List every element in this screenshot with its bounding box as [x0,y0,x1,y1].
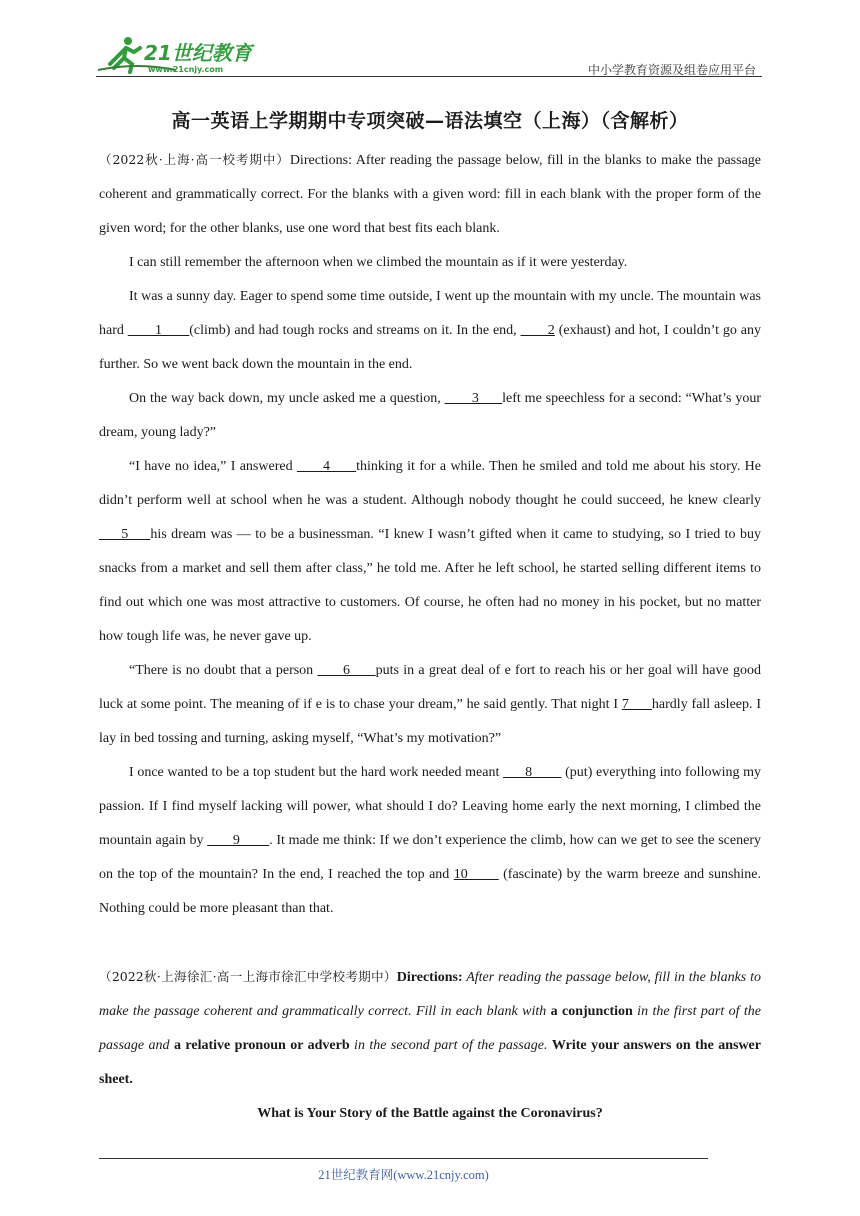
blank-9[interactable]: 9 [207,833,270,848]
blank-4[interactable]: 4 [296,459,357,474]
paragraph [99,382,761,450]
passage2-heading: What is Your Story of the Battle against the Coronavirus? [257,1106,603,1121]
blank-7[interactable]: 7 [621,697,652,712]
paragraph [99,450,761,654]
blank-5[interactable]: 5 [99,527,151,542]
paragraph-text: I can still remember the afternoon when we climbed the mountain as if it were yesterday. [129,255,628,270]
paragraph-text: (put) everything into following my passion. If I find myself lacking will power, what should I do? Leaving home early the next morning, I climbed the mountain again by [99,765,762,848]
directions-text: in the second part of the passage. [349,1038,552,1053]
paragraph-text: puts in a great deal of e fort to reach his or her goal will have good luck at some point. The meaning of if e is to chase your dream,” he said gently. That night I [99,663,761,712]
paragraph-text: (exhaust) and hot, I couldn’t go any further. So we went back down the mountain in the end. [99,323,762,372]
paragraph-text: (climb) and had tough rocks and streams on it. In the end, [189,323,521,338]
paragraph-text: . It made me think: If we don’t experience the climb, how can we get to see the scenery on the top of the mountain? In the end, I reached the top and [99,833,761,882]
svg-text:21世纪教育: 21世纪教育 [144,41,252,65]
blank-1[interactable]: 1 [127,323,190,338]
directions-emphasis: Write your answers on the answer sheet. [99,1038,761,1087]
svg-text:www.21cnjy.com: www.21cnjy.com [148,65,224,74]
source-label: （2022秋·上海·高一校考期中） [99,152,290,167]
paragraph [99,654,761,756]
directions-label: Directions: [396,970,463,985]
header-platform-text: 中小学教育资源及组卷应用平台 [587,63,756,77]
directions-emphasis: a relative pronoun or adverb [173,1038,350,1053]
passage2-directions [99,960,761,1097]
paragraph-text: hardly fall asleep. I lay in bed tossing and turning, asking myself, “What’s my motivation?” [99,697,762,746]
paragraph-text: It was a sunny day. Eager to spend some time outside, I went up the mountain with my uncle. The mountain was hard [99,289,761,338]
page-footer: 21世纪教育网(www.21cnjy.com) [318,1168,489,1182]
paragraph [99,246,761,280]
directions-text: in the first part of the passage and [99,1004,761,1053]
blank-6[interactable]: 6 [317,663,376,678]
site-logo [96,34,266,74]
blank-10[interactable]: 10 [453,867,499,882]
page-header [96,34,762,78]
paragraph [99,756,761,926]
paragraph-text: thinking it for a while. Then he smiled and told me about his story. He didn’t perform well at school when he was a student. Although nobody thought he could succeed, he knew clearly [99,459,762,508]
directions-emphasis: a conjunction [550,1004,633,1019]
directions-text: After reading the passage below, fill in the blanks to make the passage coherent and grammatically correct. Fill in each blank with [99,970,761,1019]
paragraph-text: (fascinate) by the warm breeze and sunshine. Nothing could be more pleasant than that. [99,867,761,916]
paragraph-text: “There is no doubt that a person [129,663,318,678]
blank-2[interactable]: 2 [520,323,555,338]
paragraph-text: “I have no idea,” I answered [129,459,297,474]
paragraph-text: his dream was — to be a businessman. “I knew I wasn’t gifted when it came to studying, so I tried to buy snacks from a market and sell them after class,” he told me. After he left school, he started selling different items to find out which one was most attractive to customers. Of course, he often had no money in his pocket, but no matter how tough life was, he never gave up. [99,527,761,644]
spacer [99,926,761,960]
paragraph-text: On the way back down, my uncle asked me a question, [129,391,445,406]
document-body [99,143,761,1131]
source-label: （2022秋·上海徐汇·高一上海市徐汇中学校考期中） [99,969,397,984]
header-divider [96,76,762,77]
directions-text: Directions: After reading the passage below, fill in the blanks to make the passage coherent and grammatically correct. For the blanks with a given word: fill in each blank with the proper form of the given word; for the other blanks, use one word that best fits each blank. [99,153,762,236]
paragraph-text: left me speechless for a second: “What’s your dream, young lady?” [99,391,762,440]
footer-divider [99,1158,708,1159]
page-title: 高一英语上学期期中专项突破—语法填空（上海）（含解析） [171,110,689,132]
paragraph [99,280,761,382]
blank-8[interactable]: 8 [503,765,562,780]
blank-3[interactable]: 3 [444,391,503,406]
passage1-directions [99,143,761,246]
paragraph-text: I once wanted to be a top student but the hard work needed meant [129,765,504,780]
